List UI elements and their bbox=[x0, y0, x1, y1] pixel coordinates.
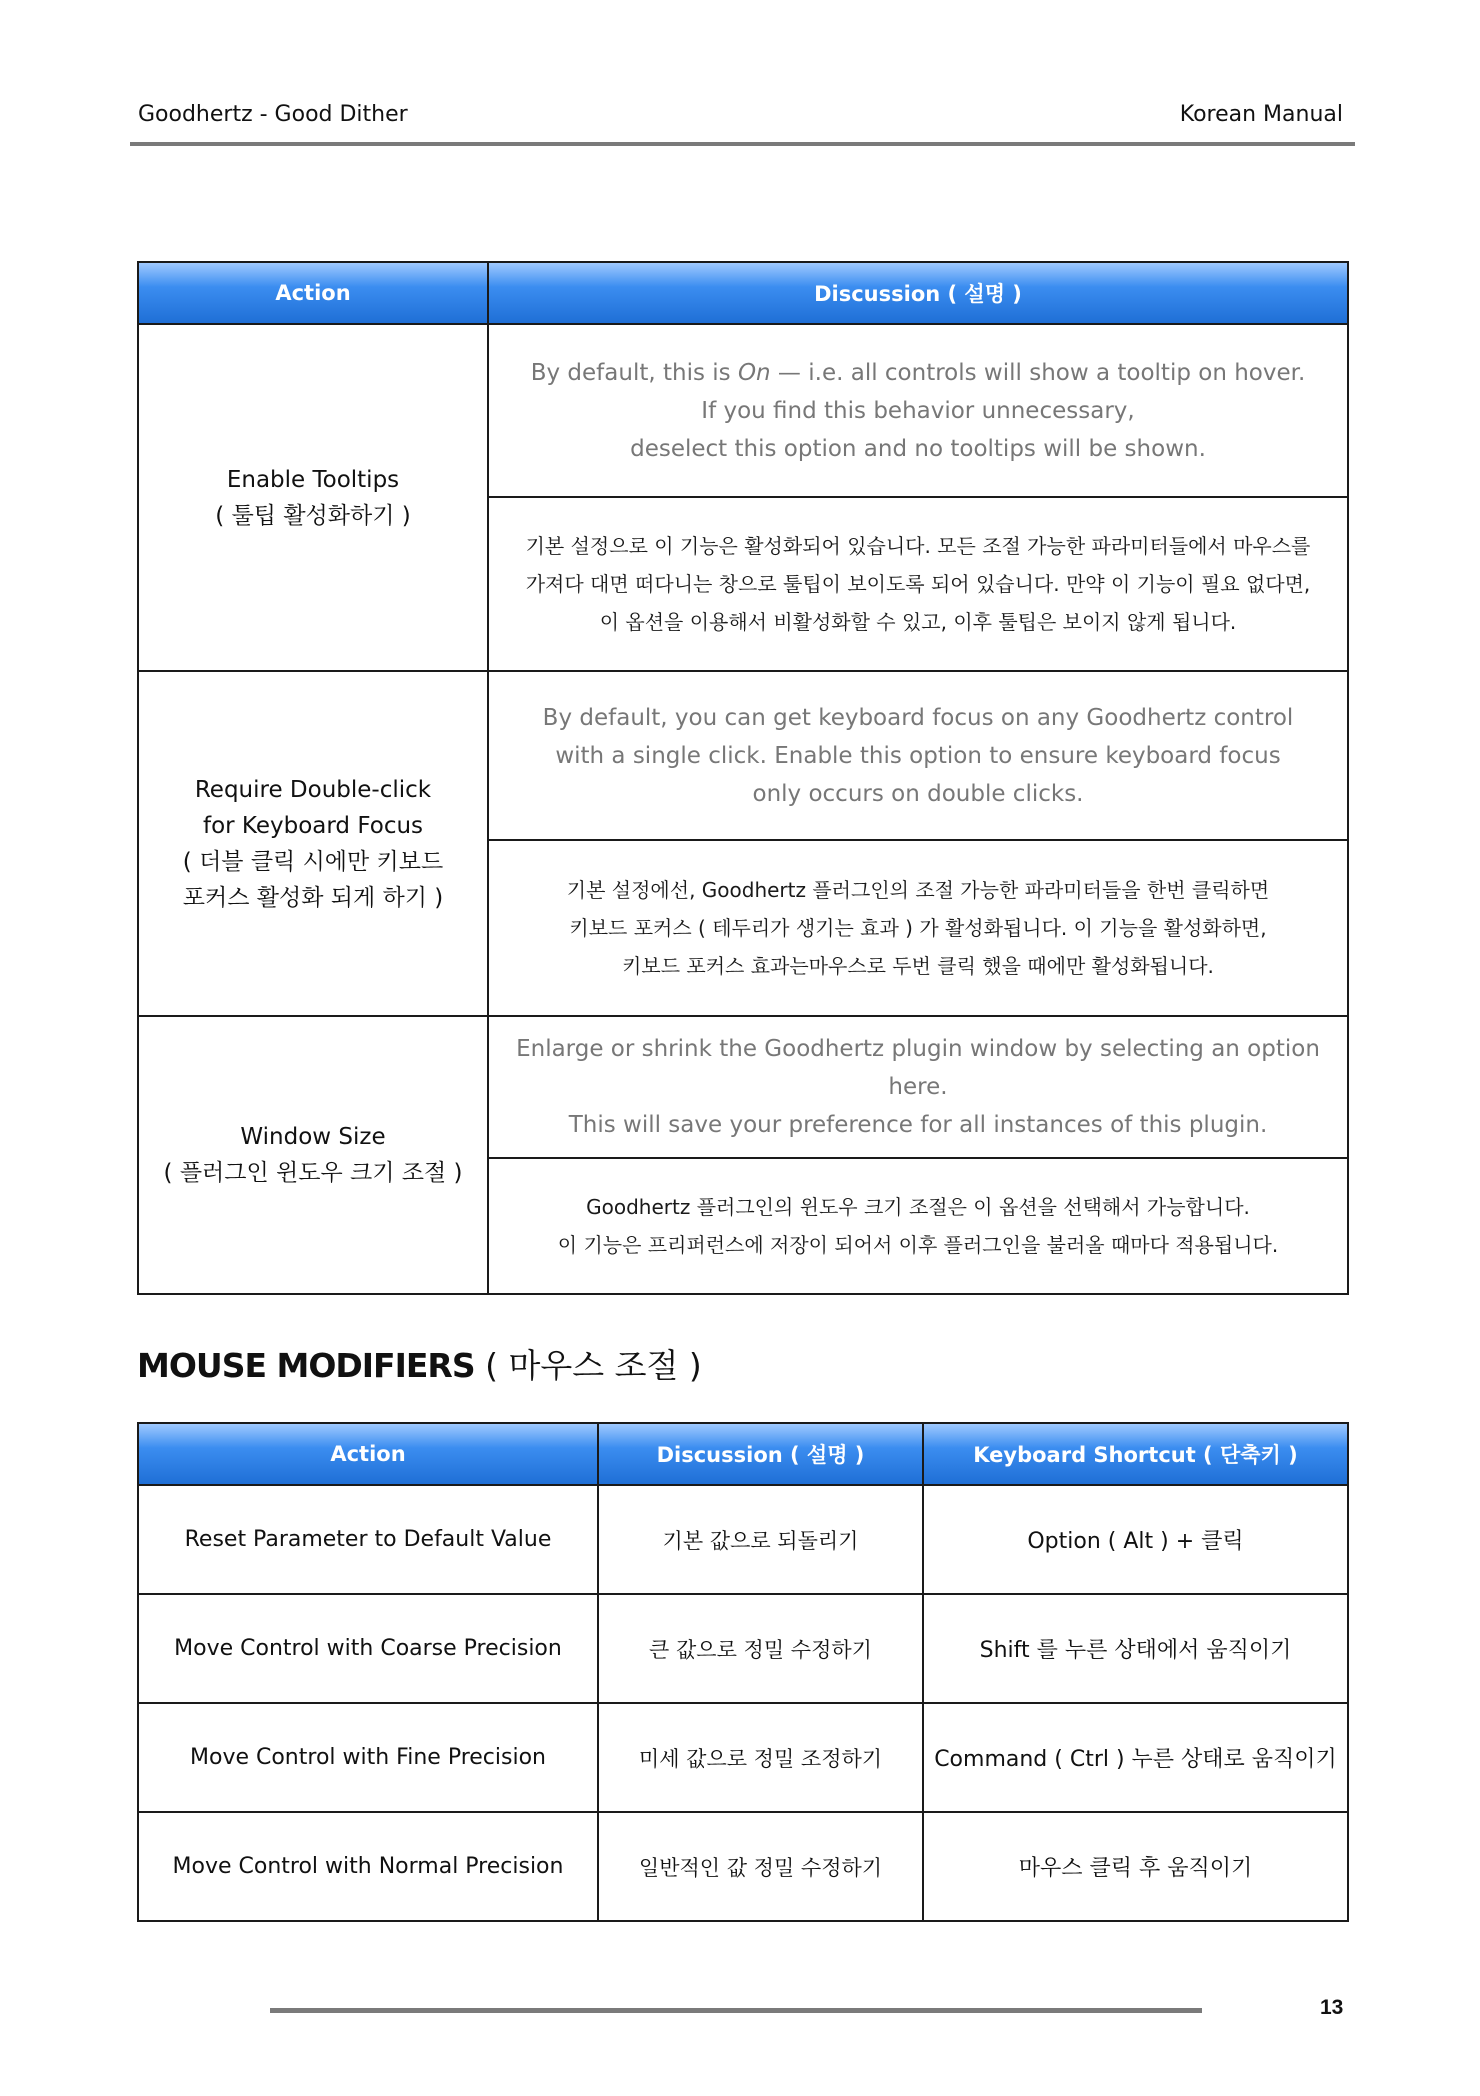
desc-text: — i.e. all controls will show a tooltip on hover. bbox=[770, 359, 1306, 386]
table-row bbox=[138, 1703, 1348, 1812]
shortcut-cell: 마우스 클릭 후 움직이기 bbox=[923, 1812, 1348, 1921]
discussion-cell: 일반적인 값 정밀 수정하기 bbox=[598, 1812, 923, 1921]
header-product-title: Goodhertz - Good Dither bbox=[138, 102, 408, 127]
table-row bbox=[138, 671, 1348, 840]
action-cell-tooltips bbox=[138, 324, 488, 671]
header-manual-label: Korean Manual bbox=[1179, 102, 1343, 127]
shortcut-cell: Command ( Ctrl ) 누른 상태로 움직이기 bbox=[923, 1703, 1348, 1812]
header-action: Action bbox=[138, 262, 488, 324]
desc-text: By default, this is bbox=[530, 359, 738, 386]
action-line: ( 더블 클릭 시에만 키보드 bbox=[182, 848, 444, 875]
action-line: ( 툴팁 활성화하기 ) bbox=[215, 502, 411, 529]
shortcut-cell: Shift 를 누른 상태에서 움직이기 bbox=[923, 1594, 1348, 1703]
english-description bbox=[488, 324, 1348, 497]
korean-description bbox=[488, 497, 1348, 671]
table-row bbox=[138, 1594, 1348, 1703]
desc-line: Goodhertz 플러그인의 윈도우 크기 조절은 이 옵션을 선택해서 가능합니다. bbox=[586, 1195, 1250, 1219]
korean-description bbox=[488, 1158, 1348, 1294]
table-row bbox=[138, 1485, 1348, 1594]
action-cell: Move Control with Coarse Precision bbox=[138, 1594, 598, 1703]
desc-line: deselect this option and no tooltips will be shown. bbox=[630, 435, 1206, 462]
desc-line bbox=[489, 354, 1347, 392]
page-header bbox=[130, 98, 1355, 146]
desc-line: 이 옵션을 이용해서 비활성화할 수 있고, 이후 툴팁은 보이지 않게 됩니다. bbox=[599, 610, 1237, 634]
table-row bbox=[138, 1016, 1348, 1158]
section-title-mouse-modifiers bbox=[137, 1340, 702, 1387]
desc-emphasis: On bbox=[737, 359, 771, 386]
action-cell-window-size bbox=[138, 1016, 488, 1294]
desc-line: 기본 설정에선, Goodhertz 플러그인의 조절 가능한 파라미터들을 한번 클릭하면 bbox=[566, 878, 1270, 902]
header-discussion: Discussion ( 설명 ) bbox=[598, 1423, 923, 1485]
section-subtitle: ( 마우스 조절 ) bbox=[474, 1346, 702, 1385]
desc-line: 기본 설정으로 이 기능은 활성화되어 있습니다. 모든 조절 가능한 파라미터들에서 마우스를 bbox=[525, 534, 1311, 558]
desc-line: By default, you can get keyboard focus on any Goodhertz control bbox=[542, 704, 1294, 731]
korean-description bbox=[488, 840, 1348, 1016]
options-table bbox=[137, 261, 1349, 1295]
table-row bbox=[138, 1812, 1348, 1921]
action-line: Window Size bbox=[240, 1124, 386, 1150]
desc-line: with a single click. Enable this option to ensure keyboard focus bbox=[555, 742, 1281, 769]
desc-line: only occurs on double clicks. bbox=[752, 780, 1084, 807]
action-line: Enable Tooltips bbox=[226, 466, 400, 493]
desc-line: 키보드 포커스 효과는마우스로 두번 클릭 했을 때에만 활성화됩니다. bbox=[622, 954, 1214, 978]
header-shortcut: Keyboard Shortcut ( 단축키 ) bbox=[923, 1423, 1348, 1485]
footer-divider bbox=[270, 2008, 1202, 2013]
desc-line: 가져다 대면 떠다니는 창으로 툴팁이 보이도록 되어 있습니다. 만약 이 기능이 필요 없다면, bbox=[525, 572, 1311, 596]
desc-line: This will save your preference for all instances of this plugin. bbox=[568, 1112, 1268, 1138]
action-cell-double-click bbox=[138, 671, 488, 1016]
desc-line: 이 기능은 프리퍼런스에 저장이 되어서 이후 플러그인을 불러올 때마다 적용됩니다. bbox=[557, 1233, 1279, 1257]
action-line: Require Double-click bbox=[194, 776, 432, 803]
page-number: 13 bbox=[1320, 1996, 1344, 2019]
action-cell: Move Control with Fine Precision bbox=[138, 1703, 598, 1812]
desc-line: Enlarge or shrink the Goodhertz plugin window by selecting an option here. bbox=[516, 1036, 1320, 1100]
header-discussion: Discussion ( 설명 ) bbox=[488, 262, 1348, 324]
action-line: ( 플러그인 윈도우 크기 조절 ) bbox=[163, 1160, 463, 1186]
desc-line: If you find this behavior unnecessary, bbox=[701, 397, 1135, 424]
header-action: Action bbox=[138, 1423, 598, 1485]
action-cell: Reset Parameter to Default Value bbox=[138, 1485, 598, 1594]
desc-line: 키보드 포커스 ( 테두리가 생기는 효과 ) 가 활성화됩니다. 이 기능을 활성화하면, bbox=[569, 916, 1267, 940]
discussion-cell: 큰 값으로 정밀 수정하기 bbox=[598, 1594, 923, 1703]
section-title-text: MOUSE MODIFIERS bbox=[137, 1346, 475, 1385]
mouse-modifiers-table bbox=[137, 1422, 1349, 1922]
discussion-cell: 기본 값으로 되돌리기 bbox=[598, 1485, 923, 1594]
table-row bbox=[138, 324, 1348, 497]
english-description bbox=[488, 671, 1348, 840]
action-line: 포커스 활성화 되게 하기 ) bbox=[182, 884, 444, 911]
action-line: for Keyboard Focus bbox=[202, 812, 424, 839]
discussion-cell: 미세 값으로 정밀 조정하기 bbox=[598, 1703, 923, 1812]
shortcut-cell: Option ( Alt ) + 클릭 bbox=[923, 1485, 1348, 1594]
english-description bbox=[488, 1016, 1348, 1158]
action-cell: Move Control with Normal Precision bbox=[138, 1812, 598, 1921]
